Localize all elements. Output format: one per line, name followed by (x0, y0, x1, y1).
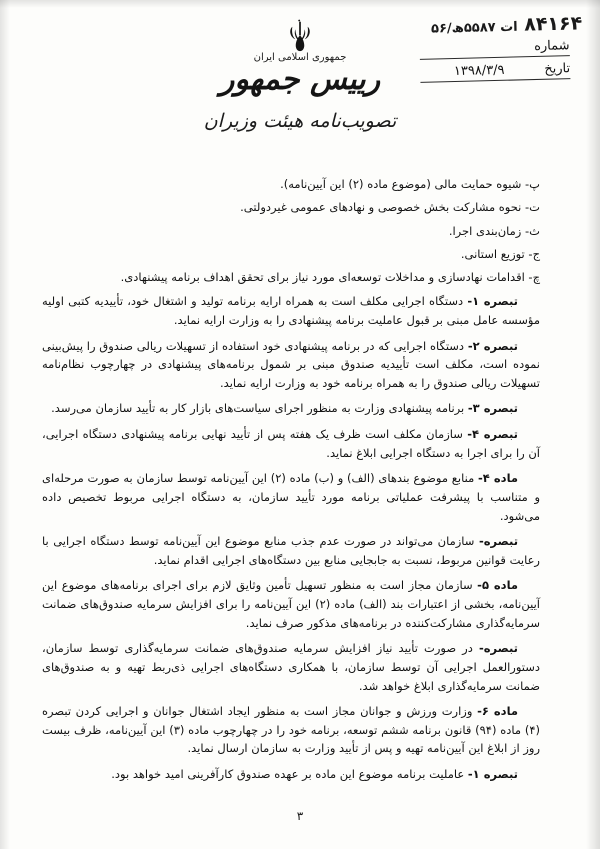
clause-paragraph (42, 425, 540, 462)
list-item: ت- نحوه مشارکت بخش خصوصی و نهادهای عمومی غیردولتی. (240, 200, 540, 215)
clause-paragraph (42, 639, 540, 695)
organization-line: جمهوری اسلامی ایران (253, 52, 347, 63)
page-number: ۳ (296, 809, 304, 823)
clause-paragraph (42, 576, 540, 632)
clause-paragraph (42, 702, 540, 758)
clause-label: تبصره ۳- (467, 401, 518, 416)
clause-text: سازمان مجاز است به منظور تسهیل تأمین وثایق لازم برای اجرای برنامه‌های موضوع این آیین‌نامه، بخشی از اعتبارات بند (الف) ماده (۲) این آیین‌نامه را برای افزایش سرمایه صندوق‌های ضمانت سرمایه‌گذاری مشارکت‌کننده در برنامه‌های مذکور صرف نماید. (42, 578, 540, 630)
clause-paragraph (42, 337, 540, 393)
document-number-suffix: ات ۵۵۸۷ھ/۵۶ (430, 19, 518, 37)
stamp-label-date: تاریخ (544, 61, 571, 77)
document-number (431, 12, 583, 37)
clause-text: وزارت ورزش و جوانان مجاز است به منظور ایجاد اشتغال جوانان و اجرایی کردن تبصره (۴) ماده (۹۴) قانون برنامه ششم توسعه، برنامه خود را در چهارچوب ماده (۳) این آیین‌نامه، ظرف بیست روز از ابلاغ این آیین‌نامه تهیه و پس از تأیید وزارت به سازمان ارسال نماید. (42, 704, 540, 756)
clause-text: سازمان می‌تواند در صورت عدم جذب منابع موضوع این آیین‌نامه توسط دستگاه اجرایی با رعایت قوانین مربوط، نسبت به جابجایی منابع بین دستگاه‌های اجرایی اقدام نماید. (42, 534, 540, 567)
document-number-value: ۸۴۱۶۴ (523, 12, 583, 36)
clause-text: دستگاه اجرایی مکلف است به همراه ارایه برنامه تولید و اشتغال خود، تأییدیه کتبی اولیه مؤسسه عامل مبنی بر قبول عاملیت برنامه پیشنهادی را به وزارت ارایه نماید. (42, 294, 540, 327)
list-item: پ- شیوه حمایت مالی (موضوع ماده (۲) این آیین‌نامه). (280, 177, 540, 191)
clause-label: ماده ۴- (477, 471, 519, 486)
clause-paragraph (42, 469, 540, 525)
clause-label: تبصره ۲- (467, 338, 518, 353)
clause-label: تبصره ۱- (467, 294, 518, 309)
clause-paragraph (42, 765, 540, 784)
page-title: رییس جمهور (219, 62, 381, 97)
clause-label: ماده ۶- (477, 704, 519, 719)
clause-label: تبصره- (478, 534, 519, 549)
stamp-label-number: شماره (533, 38, 570, 55)
list-item: ث- زمان‌بندی اجرا. (448, 223, 540, 238)
iran-emblem-icon (283, 18, 317, 56)
clause-label: ماده ۵- (477, 578, 519, 593)
clause-text: سازمان مکلف است ظرف یک هفته پس از تأیید نهایی برنامه پیشنهادی دستگاه اجرایی، آن را برای اجرا به دستگاه اجرایی ابلاغ نماید. (42, 427, 540, 460)
clause-text: منابع موضوع بندهای (الف) و (ب) ماده (۲) این آیین‌نامه توسط سازمان به صورت مرحله‌ای و متناسب با پیشرفت عملیاتی برنامه مورد تأیید سازمان، به دستگاه اجرایی مربوط تخصیص داده می‌شود. (42, 471, 540, 523)
clause-paragraph (42, 399, 540, 418)
clause-label: تبصره ۴- (467, 427, 519, 441)
document-header (0, 0, 600, 176)
clause-paragraph (42, 532, 540, 569)
clause-label: تبصره ۱- (467, 767, 518, 781)
list-item: چ- اقدامات نهادسازی و مداخلات توسعه‌ای مورد نیاز برای تحقق اهداف برنامه پیشنهادی. (120, 270, 540, 284)
clause-text: برنامه پیشنهادی وزارت به منظور اجرای سیاست‌های بازار کار به تأیید سازمان می‌رسد. (51, 401, 465, 416)
list-item: ج- توزیع استانی. (460, 246, 540, 261)
clause-text: در صورت تأیید نیاز افزایش سرمایه صندوق‌های ضمانت سرمایه‌گذاری توسط سازمان، دستورالعمل اجرایی آن توسط سازمان، با همکاری دستگاه‌های اجرایی ذی‌ربط تهیه و به صندوق‌های ضمانت سرمایه‌گذاری ابلاغ خواهد شد. (42, 641, 540, 693)
page-subtitle: تصویب‌نامه هیئت وزیران (203, 110, 397, 132)
clause-text: دستگاه اجرایی که در برنامه پیشنهادی خود استفاده از تسهیلات ریالی صندوق را پیش‌بینی نموده است، مکلف است تأییدیه صندوق مبنی بر شمول برنامه‌های پیشنهادی در چهارچوب نظام‌نامه تسهیلات ریالی صندوق را به همراه برنامه خود به وزارت ارایه نماید. (42, 338, 540, 390)
clause-label: تبصره- (478, 641, 518, 656)
document-body (0, 176, 600, 784)
clause-text: عاملیت برنامه موضوع این ماده بر عهده صندوق کارآفرینی امید خواهد بود. (111, 767, 465, 781)
stamp-value-date: ۱۳۹۸/۳/۹ (453, 62, 505, 80)
clause-paragraph (42, 292, 540, 329)
